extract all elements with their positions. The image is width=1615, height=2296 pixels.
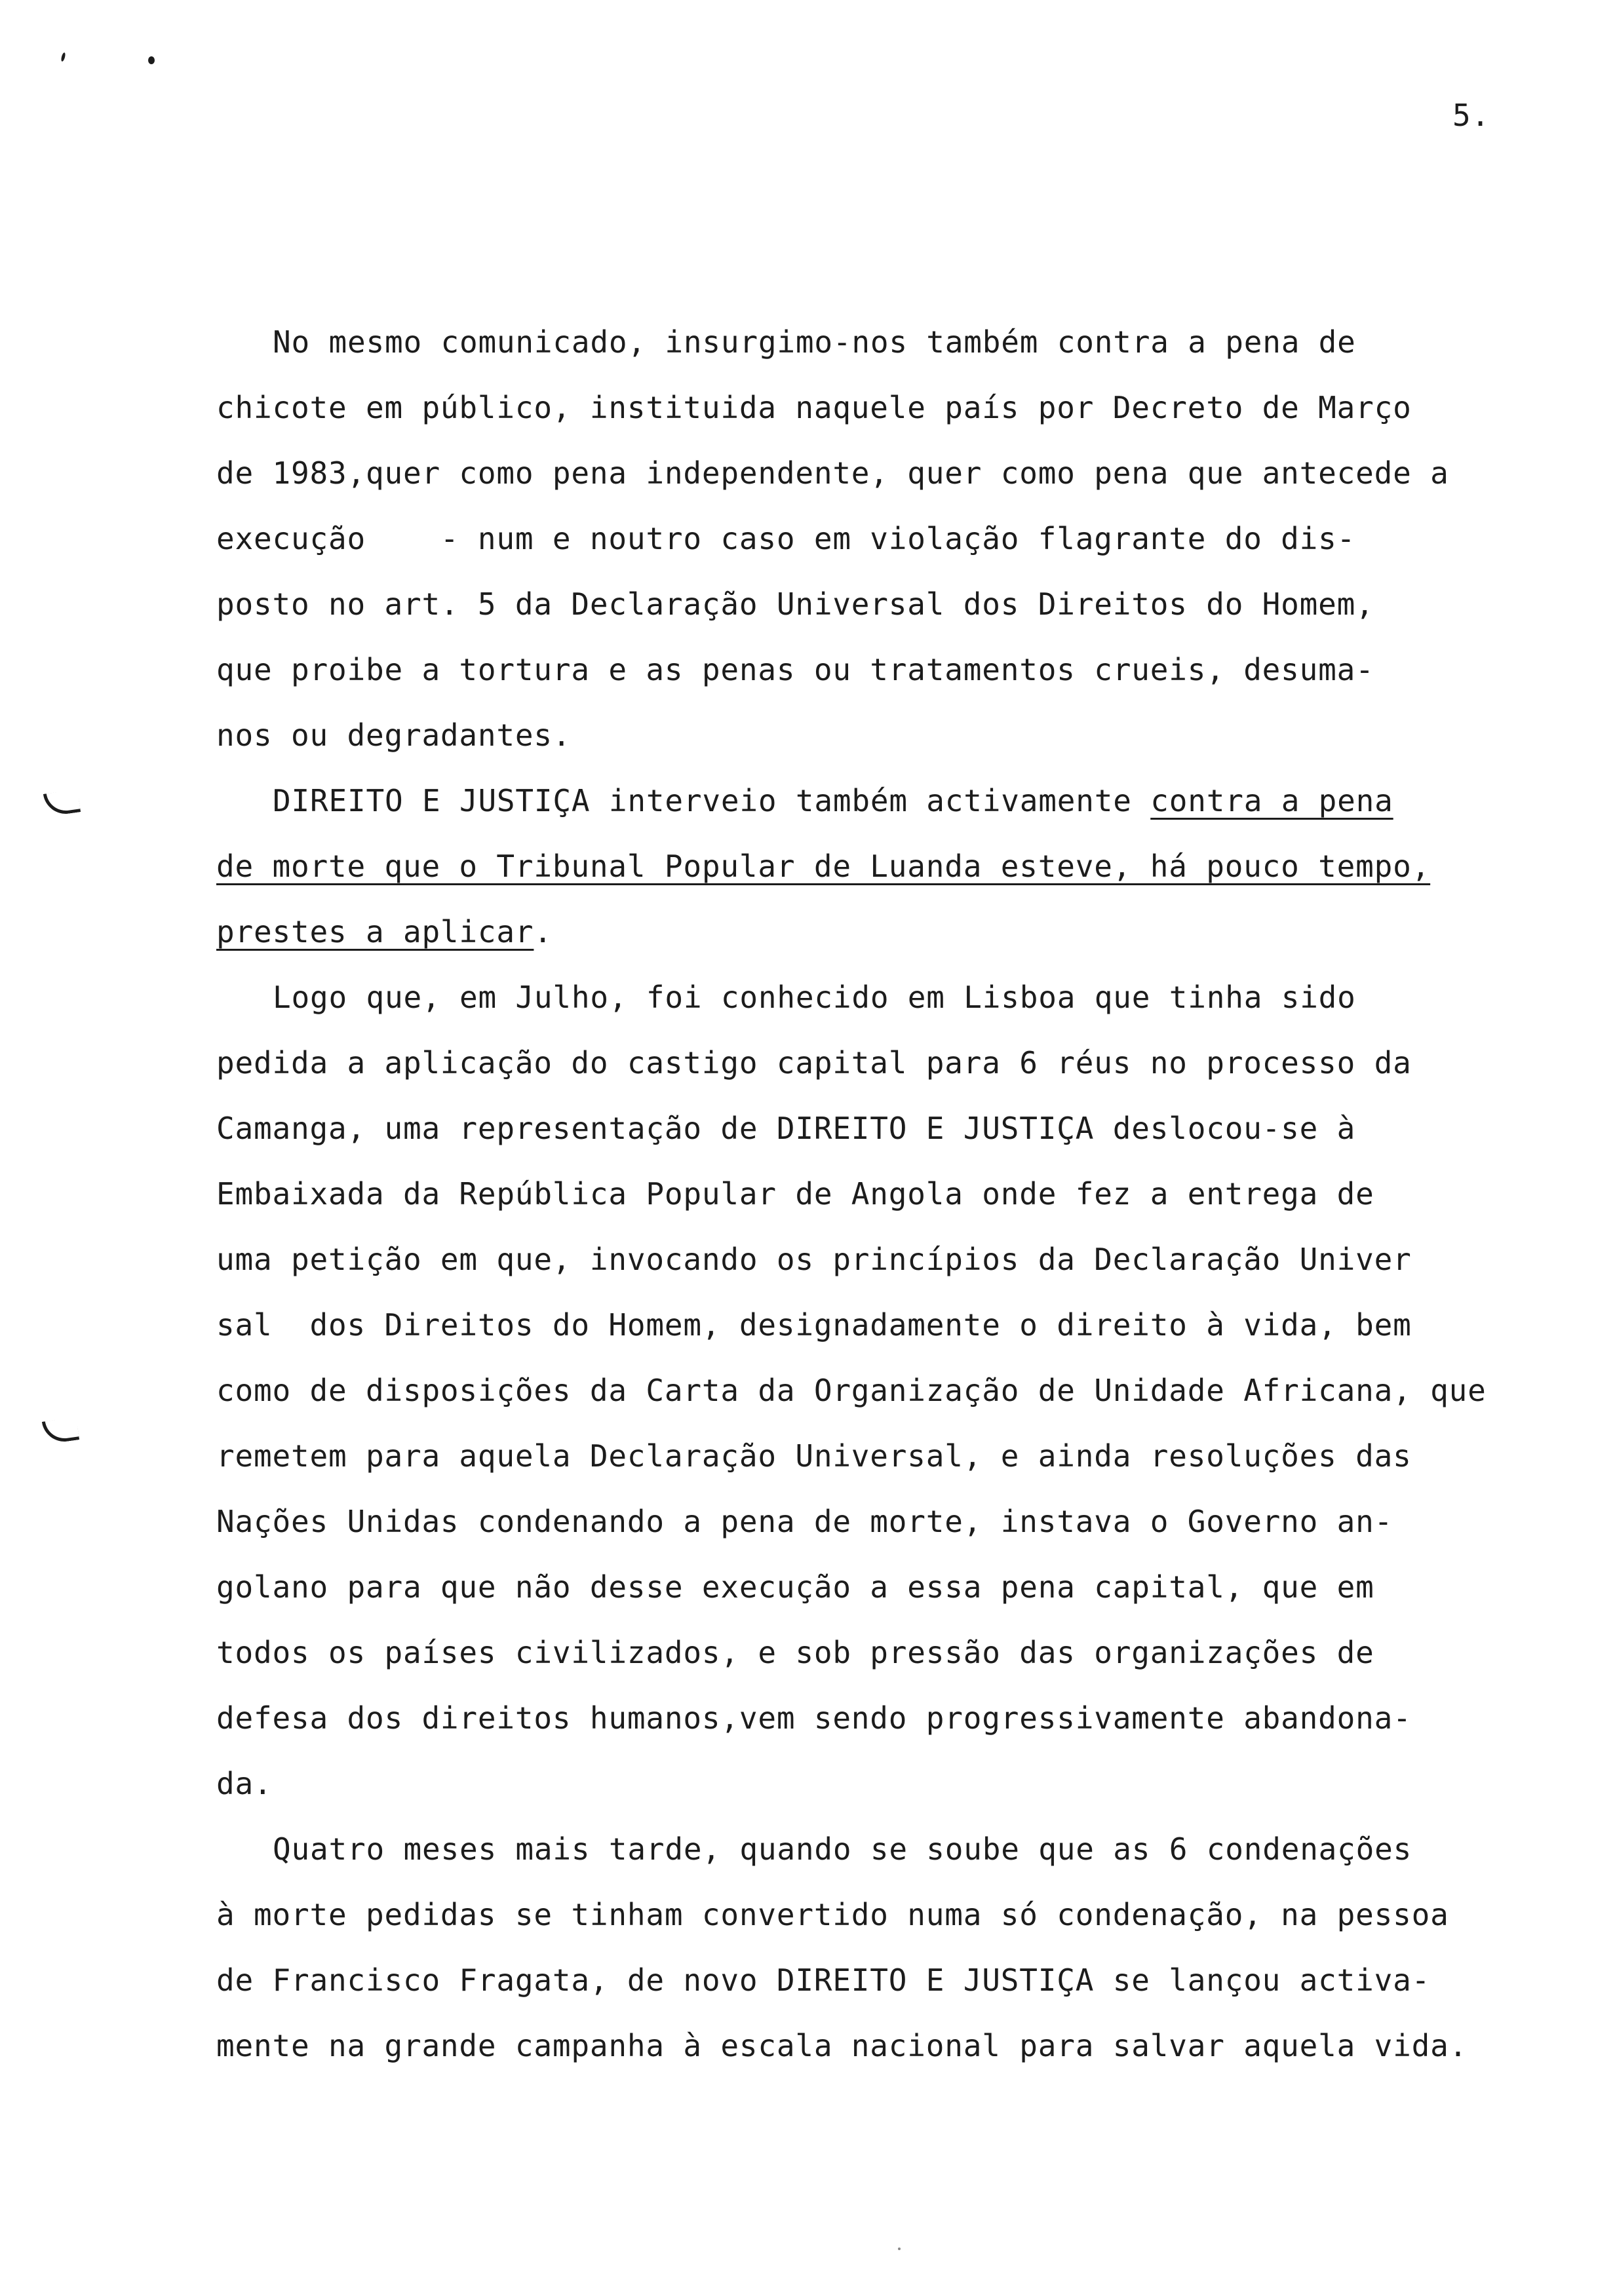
margin-check-mark <box>43 789 81 816</box>
underlined-text: contra a pena <box>1150 783 1393 818</box>
scan-speck <box>148 56 155 64</box>
text-line <box>216 847 1521 912</box>
text-line: sal dos Direitos do Homem, designadamente o direito à vida, bem <box>216 1307 1412 1343</box>
text-line: que proibe a tortura e as penas ou tratamentos crueis, desuma- <box>216 652 1374 687</box>
text-line: No mesmo comunicado, insurgimo-nos também contra a pena de <box>273 324 1356 360</box>
text-line: pedida a aplicação do castigo capital para 6 réus no processo da <box>216 1045 1412 1081</box>
text-line: nos ou degradantes. <box>216 718 572 753</box>
text-line: execução - num e noutro caso em violação flagrante do dis- <box>216 521 1356 556</box>
text-line: Logo que, em Julho, foi conhecido em Lisboa que tinha sido <box>273 980 1356 1015</box>
text-line: DIREITO E JUSTIÇA interveio também activamente contra a pena <box>273 783 1393 818</box>
text-line: à morte pedidas se tinham convertido numa só condenação, na pessoa <box>216 1897 1449 1932</box>
text-line: todos os países civilizados, e sob pressão das organizações de <box>216 1635 1374 1670</box>
text-line: posto no art. 5 da Declaração Universal dos Direitos do Homem, <box>216 586 1374 622</box>
text-line: chicote em público, instituida naquele país por Decreto de Março <box>216 390 1412 425</box>
margin-check-mark <box>42 1417 79 1444</box>
text-line: prestes a aplicar. <box>216 914 553 949</box>
page-number: 5. <box>1452 98 1490 133</box>
text-line: defesa dos direitos humanos,vem sendo progressivamente abandona- <box>216 1700 1412 1736</box>
text-line: golano para que não desse execução a essa pena capital, que em <box>216 1569 1374 1605</box>
text-line: da. <box>216 1766 273 1801</box>
text-line: como de disposições da Carta da Organização de Unidade Africana, que <box>216 1373 1487 1408</box>
text-line: remetem para aquela Declaração Universal, e ainda resoluções das <box>216 1438 1412 1474</box>
text-line: Quatro meses mais tarde, quando se soube que as 6 condenações <box>273 1831 1412 1867</box>
underlined-text: prestes a aplicar <box>216 914 534 949</box>
text-line: Embaixada da República Popular de Angola onde fez a entrega de <box>216 1176 1374 1212</box>
underlined-text: de morte que o Tribunal Popular de Luanda esteve, há pouco tempo, <box>216 849 1431 884</box>
text-line: Nações Unidas condenando a pena de morte, instava o Governo an- <box>216 1504 1393 1539</box>
text-line: uma petição em que, invocando os princípios da Declaração Univer <box>216 1242 1412 1277</box>
body-text <box>216 322 1521 2092</box>
text-line: de 1983,quer como pena independente, quer como pena que antecede a <box>216 455 1449 491</box>
text-line: de Francisco Fragata, de novo DIREITO E JUSTIÇA se lançou activa- <box>216 1962 1431 1998</box>
scan-speck <box>898 2248 901 2250</box>
text-line: mente na grande campanha à escala nacional para salvar aquela vida. <box>216 2028 1468 2063</box>
text-line: Camanga, uma representação de DIREITO E JUSTIÇA deslocou-se à <box>216 1111 1356 1146</box>
scan-speck <box>60 52 66 62</box>
